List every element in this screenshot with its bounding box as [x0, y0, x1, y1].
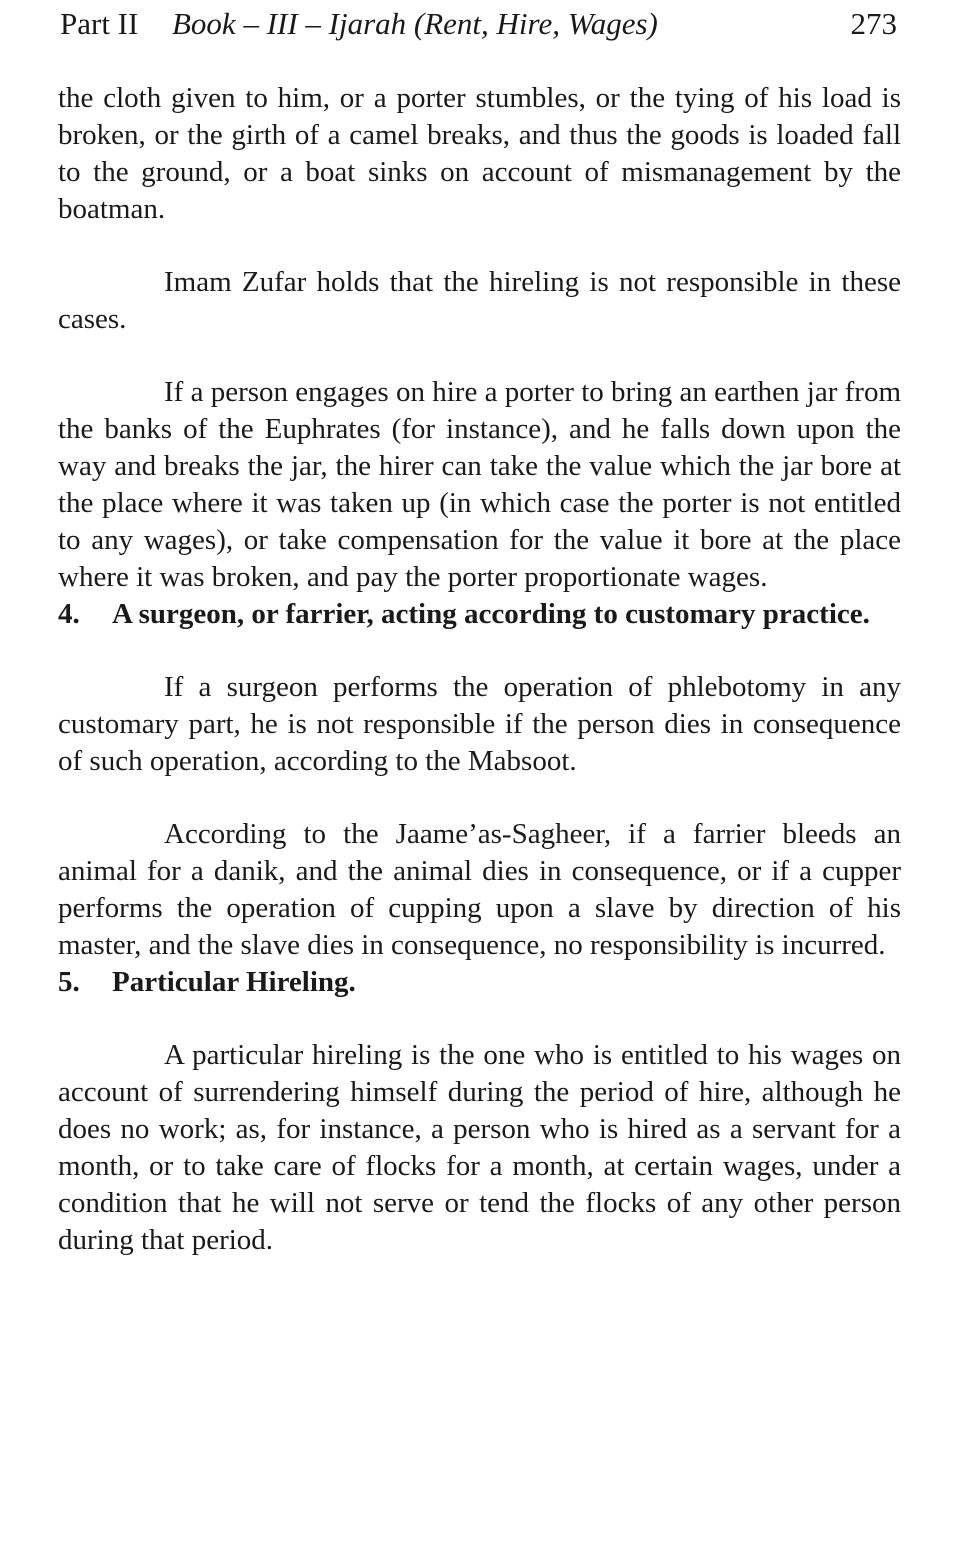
section-title-4: A surgeon, or farrier, acting according to customary practice.: [112, 598, 870, 630]
book-page: [58, 0, 901, 1259]
paragraph-continuation: the cloth given to him, or a porter stumbles, or the tying of his load is broken, or the girth of a camel breaks, and thus the goods is loaded fall to the ground, or a boat sinks on account of mismanagement by the boatman.: [58, 82, 901, 225]
section-heading-4: [58, 596, 901, 633]
paragraph-earthen-jar: If a person engages on hire a porter to bring an earthen jar from the banks of the Euphrates (for instance), and he falls down upon the way and breaks the jar, the hirer can take the value which the jar bore at the place where it was taken up (in which case the porter is not entitled to any wages), or take compensation for the value it bore at the place where it was broken, and pay the porter proportionate wages.: [58, 376, 901, 593]
page-number: 273: [850, 6, 897, 41]
paragraph-surgeon: If a surgeon performs the operation of phlebotomy in any customary part, he is not responsible if the person dies in consequence of such operation, according to the Mabsoot.: [58, 671, 901, 777]
running-header: [58, 4, 901, 50]
section-number-4: 4.: [58, 598, 80, 630]
paragraph-particular-hireling: A particular hireling is the one who is entitled to his wages on account of surrendering himself during the period of hire, although he does no work; as, for instance, a person who is hired as a servant for a month, or to take care of flocks for a month, at certain wages, under a condition that he will not serve or tend the flocks of any other person during that period.: [58, 1039, 901, 1256]
page-body: [58, 80, 901, 1259]
header-title: Book – III – Ijarah (Rent, Hire, Wages): [172, 6, 658, 41]
header-part: Part II: [60, 6, 139, 41]
paragraph-farrier: According to the Jaame’as-Sagheer, if a farrier bleeds an animal for a danik, and the animal dies in consequence, or if a cupper performs the operation of cupping upon a slave by direction of his master, and the slave dies in consequence, no responsibility is incurred.: [58, 818, 901, 961]
paragraph-imam-zufar: Imam Zufar holds that the hireling is not responsible in these cases.: [58, 266, 901, 335]
section-heading-5: [58, 964, 901, 1001]
section-number-5: 5.: [58, 966, 80, 998]
section-title-5: Particular Hireling.: [112, 966, 356, 998]
